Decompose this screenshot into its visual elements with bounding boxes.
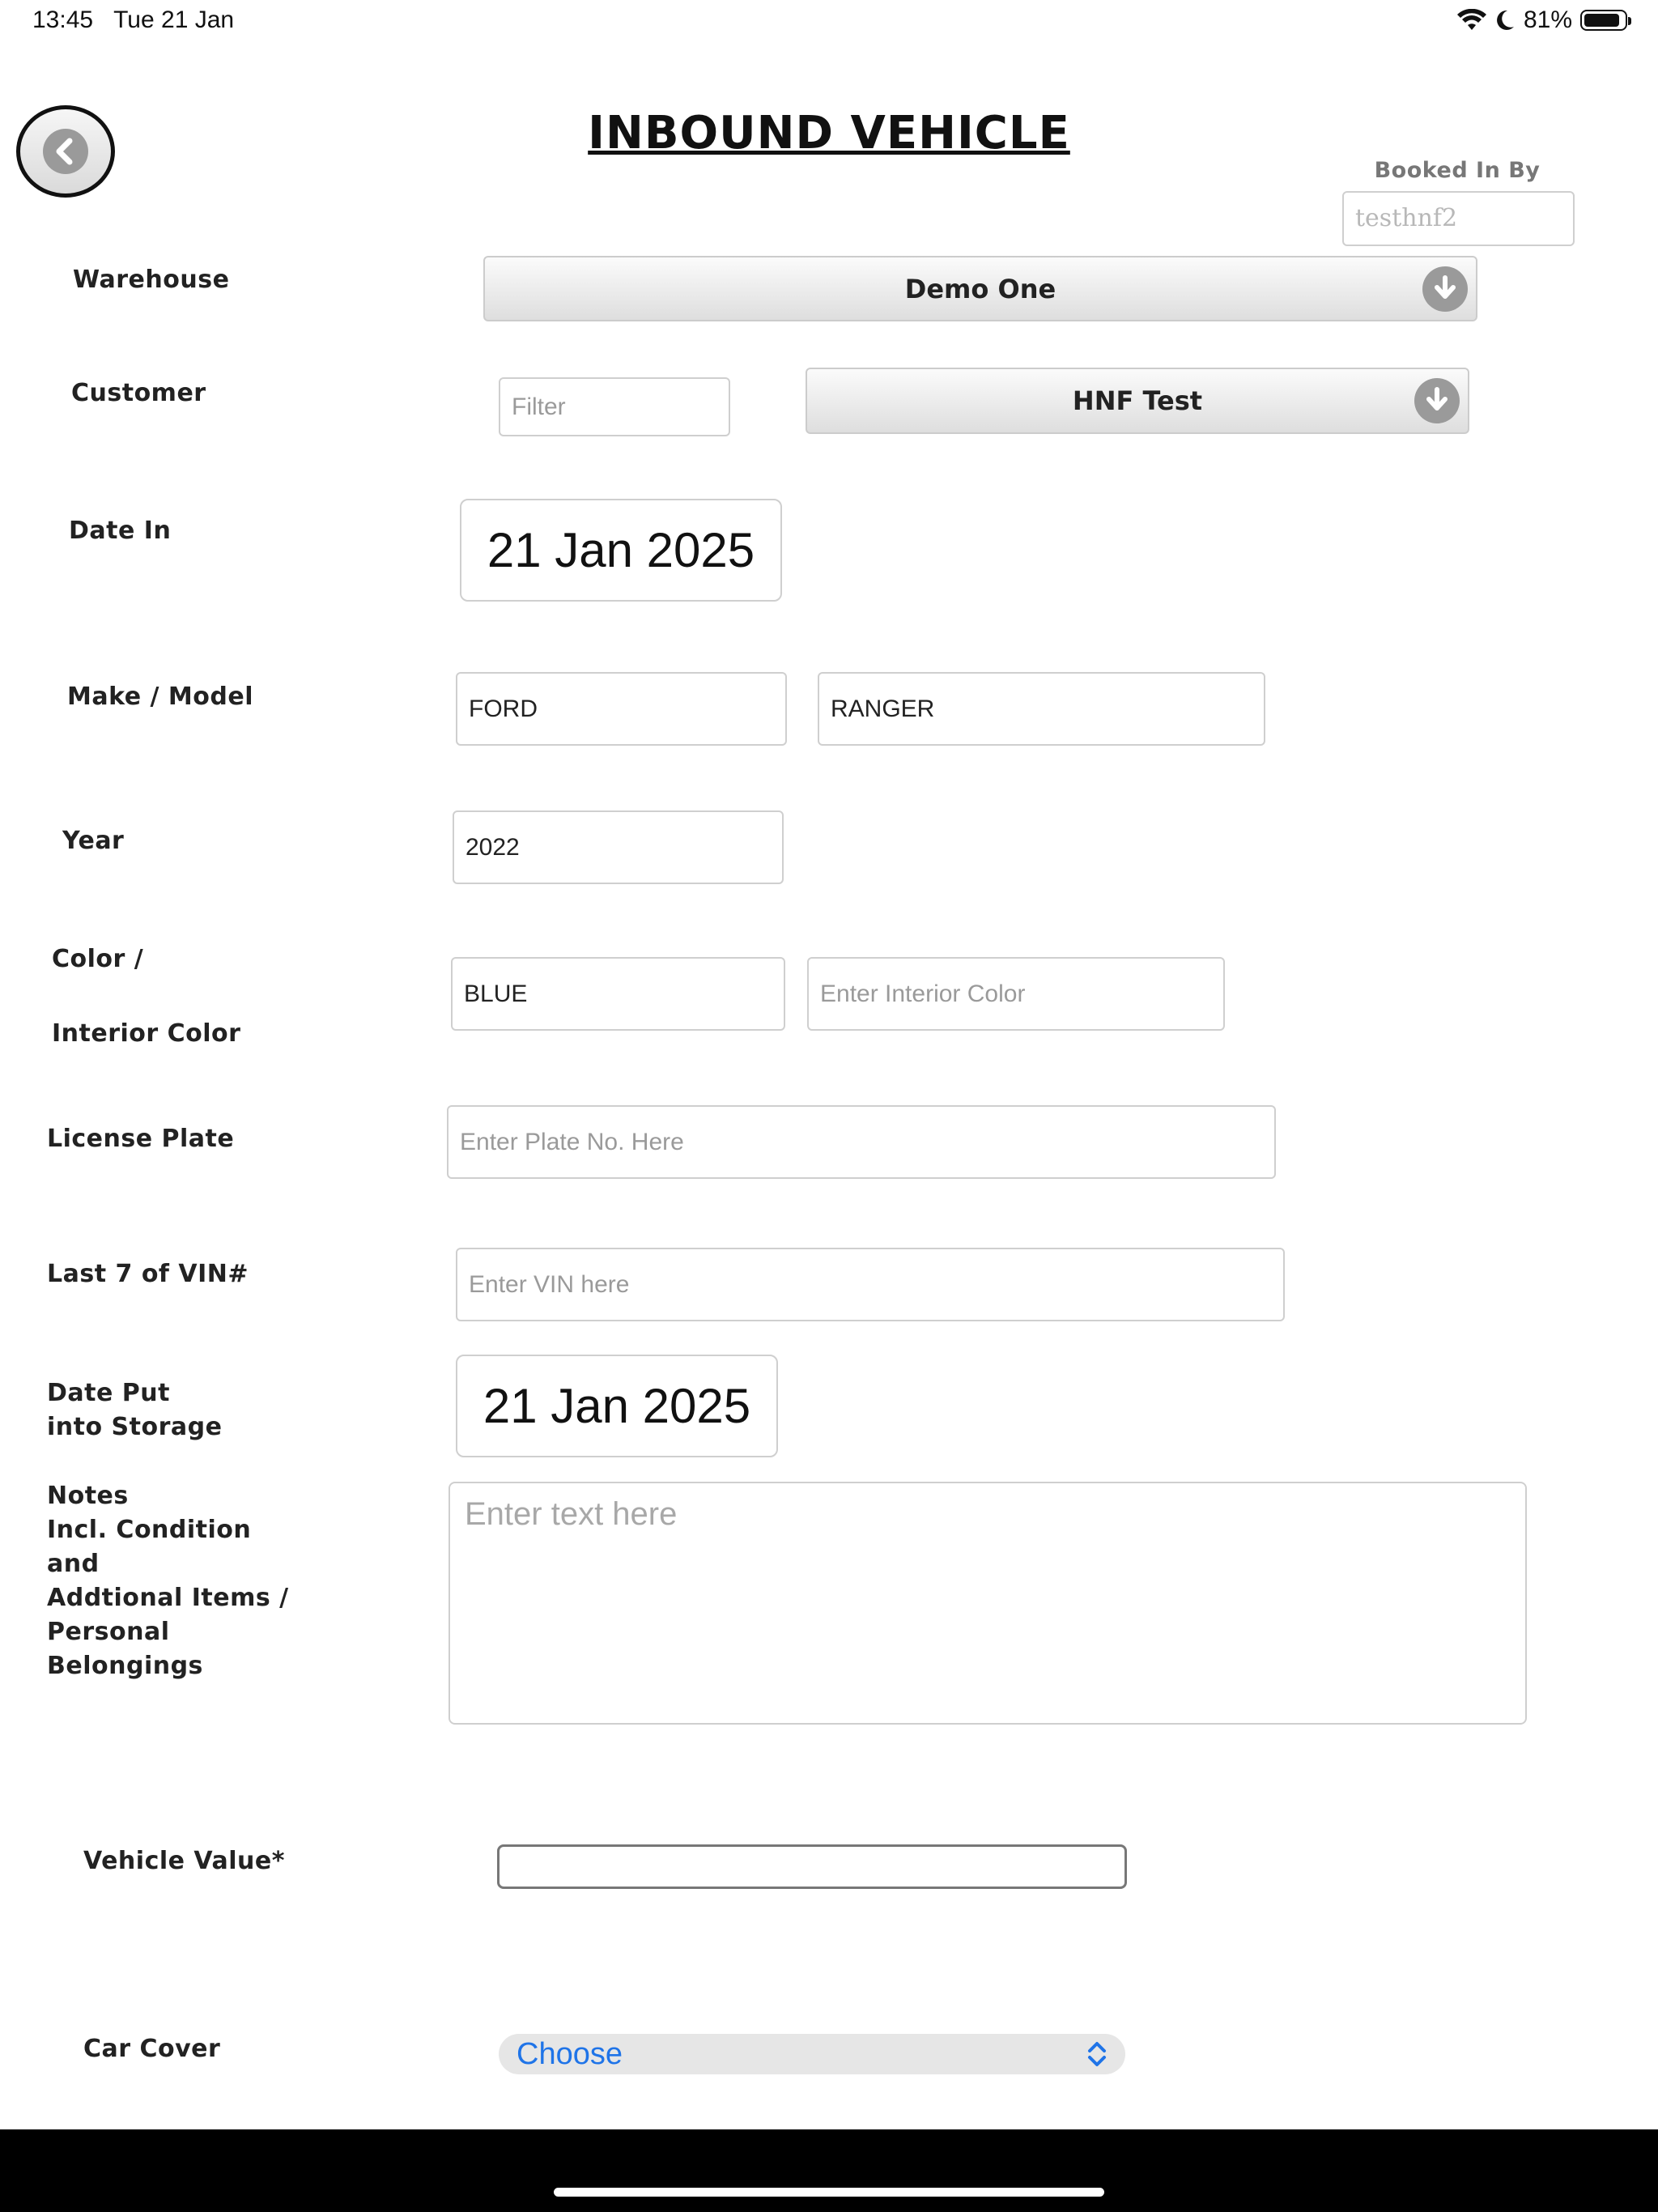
color-input[interactable] (451, 957, 785, 1031)
customer-filter-input[interactable] (499, 377, 730, 436)
warehouse-value: Demo One (904, 273, 1056, 304)
customer-dropdown[interactable] (806, 368, 1469, 434)
vehicle-value-input[interactable] (497, 1844, 1127, 1889)
moon-icon (1494, 9, 1516, 32)
notes-label-line: Belongings (47, 1652, 203, 1680)
status-date: Tue 21 Jan (113, 6, 235, 33)
model-input[interactable] (818, 672, 1265, 746)
date-storage-picker[interactable]: 21 Jan 2025 (456, 1355, 778, 1457)
date-storage-label-line2: into Storage (47, 1413, 223, 1441)
battery-percent: 81% (1523, 6, 1572, 33)
dropdown-arrow-icon (1422, 266, 1468, 312)
status-time (32, 6, 234, 34)
warehouse-label: Warehouse (73, 266, 230, 294)
year-label: Year (62, 827, 125, 855)
dropdown-arrow-icon (1414, 378, 1460, 423)
year-input[interactable] (453, 810, 784, 884)
car-cover-select[interactable] (499, 2034, 1125, 2074)
car-cover-value: Choose (517, 2036, 623, 2071)
notes-label-line: and (47, 1550, 100, 1578)
license-plate-input[interactable] (447, 1105, 1276, 1179)
wifi-icon (1457, 9, 1486, 32)
booked-in-by-input[interactable] (1342, 191, 1575, 246)
bottom-bar (0, 2129, 1658, 2212)
page-title: INBOUND VEHICLE (588, 107, 1070, 160)
notes-label-line: Personal (47, 1618, 170, 1646)
vehicle-value-label: Vehicle Value* (83, 1847, 285, 1875)
customer-value: HNF Test (1072, 385, 1203, 416)
car-cover-label: Car Cover (83, 2035, 221, 2063)
make-input[interactable] (456, 672, 787, 746)
date-in-picker[interactable]: 21 Jan 2025 (460, 499, 782, 602)
notes-label (47, 1479, 289, 1683)
interior-color-label: Interior Color (52, 1019, 241, 1048)
notes-label-line: Notes (47, 1482, 129, 1510)
customer-label: Customer (71, 379, 206, 407)
interior-color-input[interactable] (807, 957, 1225, 1031)
notes-label-line: Incl. Condition (47, 1516, 252, 1544)
notes-label-line: Addtional Items / (47, 1584, 289, 1612)
date-storage-label-line1: Date Put (47, 1379, 170, 1407)
license-plate-label: License Plate (47, 1125, 235, 1153)
select-updown-icon (1085, 2040, 1109, 2068)
color-label: Color / (52, 945, 144, 973)
status-clock: 13:45 (32, 6, 94, 33)
home-indicator[interactable] (554, 2188, 1104, 2197)
make-model-label: Make / Model (67, 683, 254, 711)
date-in-label: Date In (69, 517, 172, 545)
vin-label: Last 7 of VIN# (47, 1260, 249, 1288)
warehouse-dropdown[interactable] (483, 256, 1477, 321)
notes-textarea[interactable] (449, 1482, 1527, 1725)
battery-icon (1580, 10, 1627, 31)
vin-input[interactable] (456, 1248, 1285, 1321)
status-indicators (1457, 6, 1627, 34)
booked-in-by-label: Booked In By (1374, 158, 1541, 183)
